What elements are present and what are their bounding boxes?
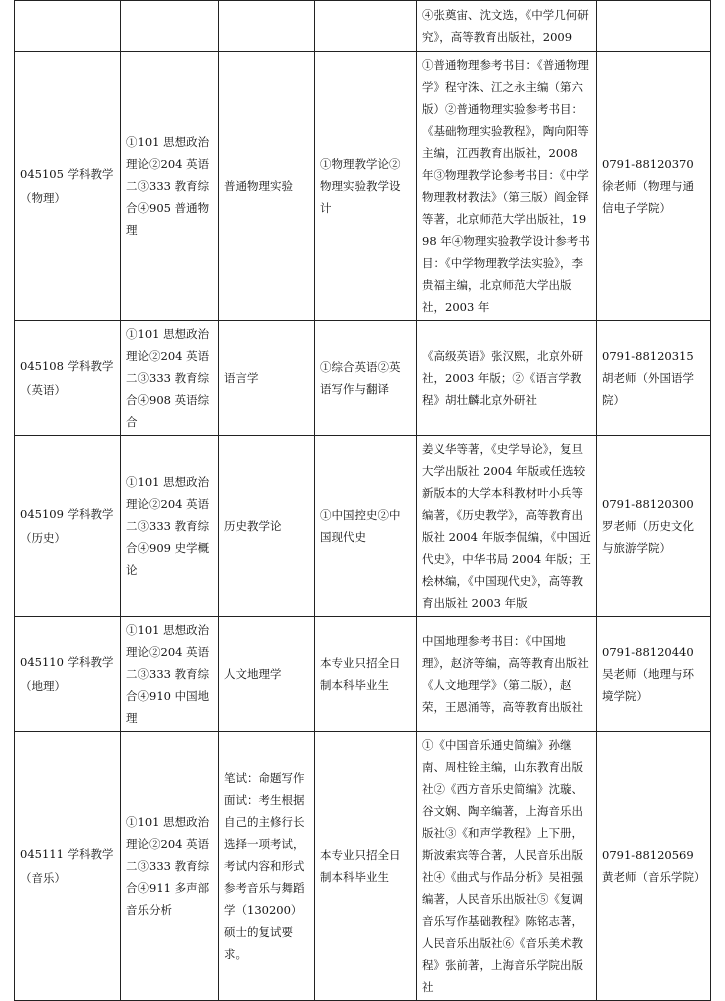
contact-cell: 0791-88120569 黄老师（音乐学院） (597, 732, 711, 1001)
exam-subjects-cell: ①101 思想政治理论②204 英语二③333 教育综合④905 普通物理 (121, 52, 219, 321)
equal-ability-cell: 本专业只招全日制本科毕业生 (315, 732, 417, 1001)
table-row (15, 52, 711, 321)
equal-ability-cell: ①中国控史②中国现代史 (315, 436, 417, 617)
exam-subjects-cell: ①101 思想政治理论②204 英语二③333 教育综合④911 多声部音乐分析 (121, 732, 219, 1001)
reference-books-cell: ①《中国音乐通史简编》孙继南、周柱铨主编，山东教育出版社②《西方音乐史简编》沈璇、谷文娴、陶辛编著，上海音乐出版社③《和声学教程》上下册，斯波索宾等合著，人民音乐出版社④《曲式与作品分析》吴祖强编著，人民音乐出版社⑤《复调音乐写作基础教程》陈铭志著，人民音乐出版社⑥《音乐美术教程》张前著，上海音乐学院出版社 (417, 732, 597, 1001)
equal-ability-cell: 本专业只招全日制本科毕业生 (315, 617, 417, 732)
exam-subjects-cell: ①101 思想政治理论②204 英语二③333 教育综合④909 史学概论 (121, 436, 219, 617)
retest-subject-cell: 笔试：命题写作 面试：考生根据自己的主修行长选择一项考试，考试内容和形式参考音乐与舞蹈学（130200）硕士的复试要求。 (219, 732, 315, 1001)
retest-subject-cell: 普通物理实验 (219, 52, 315, 321)
table-row (15, 321, 711, 436)
major-cell: 045105 学科教学（物理） (15, 52, 121, 321)
major-cell: 045110 学科教学（地理） (15, 617, 121, 732)
major-cell: 045111 学科教学（音乐） (15, 732, 121, 1001)
reference-books-cell: 姜义华等著，《史学导论》，复旦大学出版社 2004 年版或任选较新版本的大学本科教材叶小兵等编著，《历史教学》，高等教育出版社 2004 年版李侃编，《中国近代史》，中华书局 2004 年版；王桧林编，《中国现代史》，高等教育出版社 2003 年版 (417, 436, 597, 617)
equal-ability-cell: ①物理教学论②物理实验教学设计 (315, 52, 417, 321)
equal-ability-cell (315, 1, 417, 52)
major-cell (15, 1, 121, 52)
contact-cell (597, 1, 711, 52)
equal-ability-cell: ①综合英语②英语写作与翻译 (315, 321, 417, 436)
major-cell: 045109 学科教学（历史） (15, 436, 121, 617)
table-row (15, 1, 711, 52)
reference-books-cell: ①普通物理参考书目：《普通物理学》程守洙、江之永主编（第六版）②普通物理实验参考书目：《基础物理实验教程》，陶向阳等主编，江西教育出版社，2008 年③物理教学论参考书目：《中学物理教材教法》（第三版）阎金铎等著，北京师范大学出版社，1998 年④物理实验教学设计参考书目：《中学物理教学法实验》，李贵福主编，北京师范大学出版社，2003 年 (417, 52, 597, 321)
exam-subjects-cell: ①101 思想政治理论②204 英语二③333 教育综合④908 英语综合 (121, 321, 219, 436)
reference-books-cell: 《高级英语》张汉熙，北京外研社，2003 年版；②《语言学教程》胡壮麟北京外研社 (417, 321, 597, 436)
retest-subject-cell (219, 1, 315, 52)
retest-subject-cell: 语言学 (219, 321, 315, 436)
retest-subject-cell: 人文地理学 (219, 617, 315, 732)
table-row (15, 617, 711, 732)
table-row (15, 436, 711, 617)
major-cell: 045108 学科教学（英语） (15, 321, 121, 436)
contact-cell: 0791-88120300 罗老师（历史文化与旅游学院） (597, 436, 711, 617)
contact-cell: 0791-88120440 吴老师（地理与环境学院） (597, 617, 711, 732)
contact-cell: 0791-88120370 徐老师（物理与通信电子学院） (597, 52, 711, 321)
exam-subjects-cell: ①101 思想政治理论②204 英语二③333 教育综合④910 中国地理 (121, 617, 219, 732)
exam-subjects-cell (121, 1, 219, 52)
reference-books-cell: ④张奠宙、沈文选，《中学几何研究》，高等教育出版社，2009 (417, 1, 597, 52)
contact-cell: 0791-88120315 胡老师（外国语学院） (597, 321, 711, 436)
retest-subject-cell: 历史教学论 (219, 436, 315, 617)
reference-books-cell: 中国地理参考书目：《中国地理》，赵济等编，高等教育出版社《人文地理学》（第二版），赵荣，王恩涌等，高等教育出版社 (417, 617, 597, 732)
table-row (15, 732, 711, 1001)
admissions-table (14, 0, 711, 1001)
